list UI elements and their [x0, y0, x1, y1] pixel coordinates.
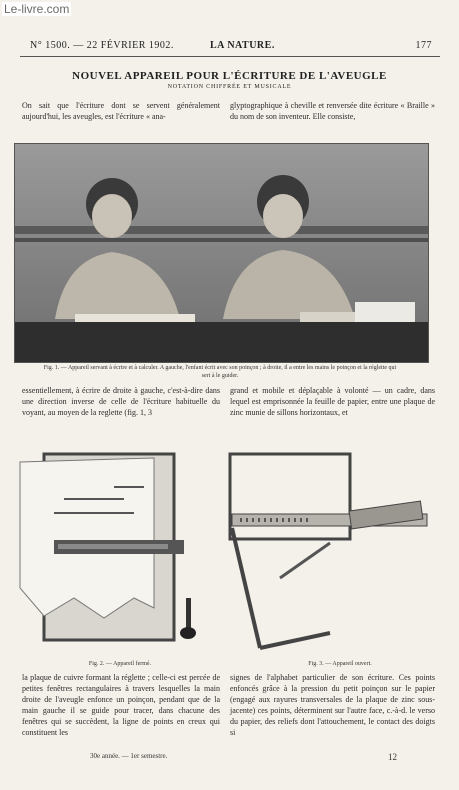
- figure-3-caption: Fig. 3. — Appareil ouvert.: [308, 661, 372, 667]
- running-header: [20, 38, 440, 52]
- figure-3-illustration: [220, 448, 440, 653]
- article-title: NOUVEL APPAREIL POUR L'ÉCRITURE DE L'AVEUGLE: [72, 70, 387, 82]
- lower-right-column: signes de l'alphabet particulier de son écriture. Ces points enfoncés grâce à la pression du petit poinçon sur le papier (engagé aux rayures transversales de la plaque de zinc sous-jacente) ces points, déterminent sur l'autre face, c.-à-d. le verso du papier, des reliefs dont l'attouchement, le contact des doigts si: [230, 673, 435, 737]
- figure-1-photograph: [14, 143, 429, 363]
- footer-year: 30e année. — 1er semestre.: [90, 752, 168, 760]
- middle-right-column: grand et mobile et déplaçable à volonté — un cadre, dans lequel est emprisonnée la feuille de papier, entre une plaque de zinc munie de sillons horizontaux, et: [230, 386, 435, 417]
- site-watermark: Le-livre.com: [4, 2, 70, 16]
- intro-right-column: glyptographique à cheville et renversée dite écriture « Braille » du nom de son inventeur. Elle consiste,: [230, 101, 435, 121]
- journal-name: LA NATURE.: [210, 40, 275, 51]
- lower-left-column: la plaque de cuivre formant la réglette ; celle-ci est percée de petites fenêtres rectangulaires à travers lesquelles la main droite de l'aveugle enfonce un poinçon, pendant que de la main gauche il se guide pour tracer, dans chacune des fenêtres qui se succèdent, la ligne de points en creux qui constituent les: [22, 673, 220, 737]
- issue-number: N° 1500. — 22 FÉVRIER 1902.: [30, 40, 174, 51]
- page-number: 177: [415, 40, 432, 51]
- figure-2-caption: Fig. 2. — Appareil fermé.: [88, 661, 152, 667]
- footer-sheet-number: 12: [388, 752, 397, 762]
- header-rule: [20, 56, 440, 57]
- children-writing-illustration: [15, 144, 428, 362]
- open-apparatus-drawing: [220, 448, 440, 653]
- figure-2-illustration: [14, 448, 214, 648]
- middle-left-column: essentiellement, à écrire de droite à gauche, c'est-à-dire dans une direction inverse de celle de l'écriture habituelle du voyant, au moyen de la reglette (fig. 1, 3: [22, 386, 220, 417]
- article-subtitle: NOTATION CHIFFRÉE ET MUSICALE: [167, 84, 292, 90]
- figure-1-caption: Fig. 1. — Appareil servant à écrire et à calculer. A gauche, l'enfant écrit avec son poinçon ; à droite, il a entre les mains le poinçon et la réglette qui sert à le guider.: [43, 365, 397, 379]
- closed-apparatus-drawing: [14, 448, 214, 648]
- intro-left-column: On sait que l'écriture dont se servent généralement aujourd'hui, les aveugles, est l'écriture « ana-: [22, 101, 220, 121]
